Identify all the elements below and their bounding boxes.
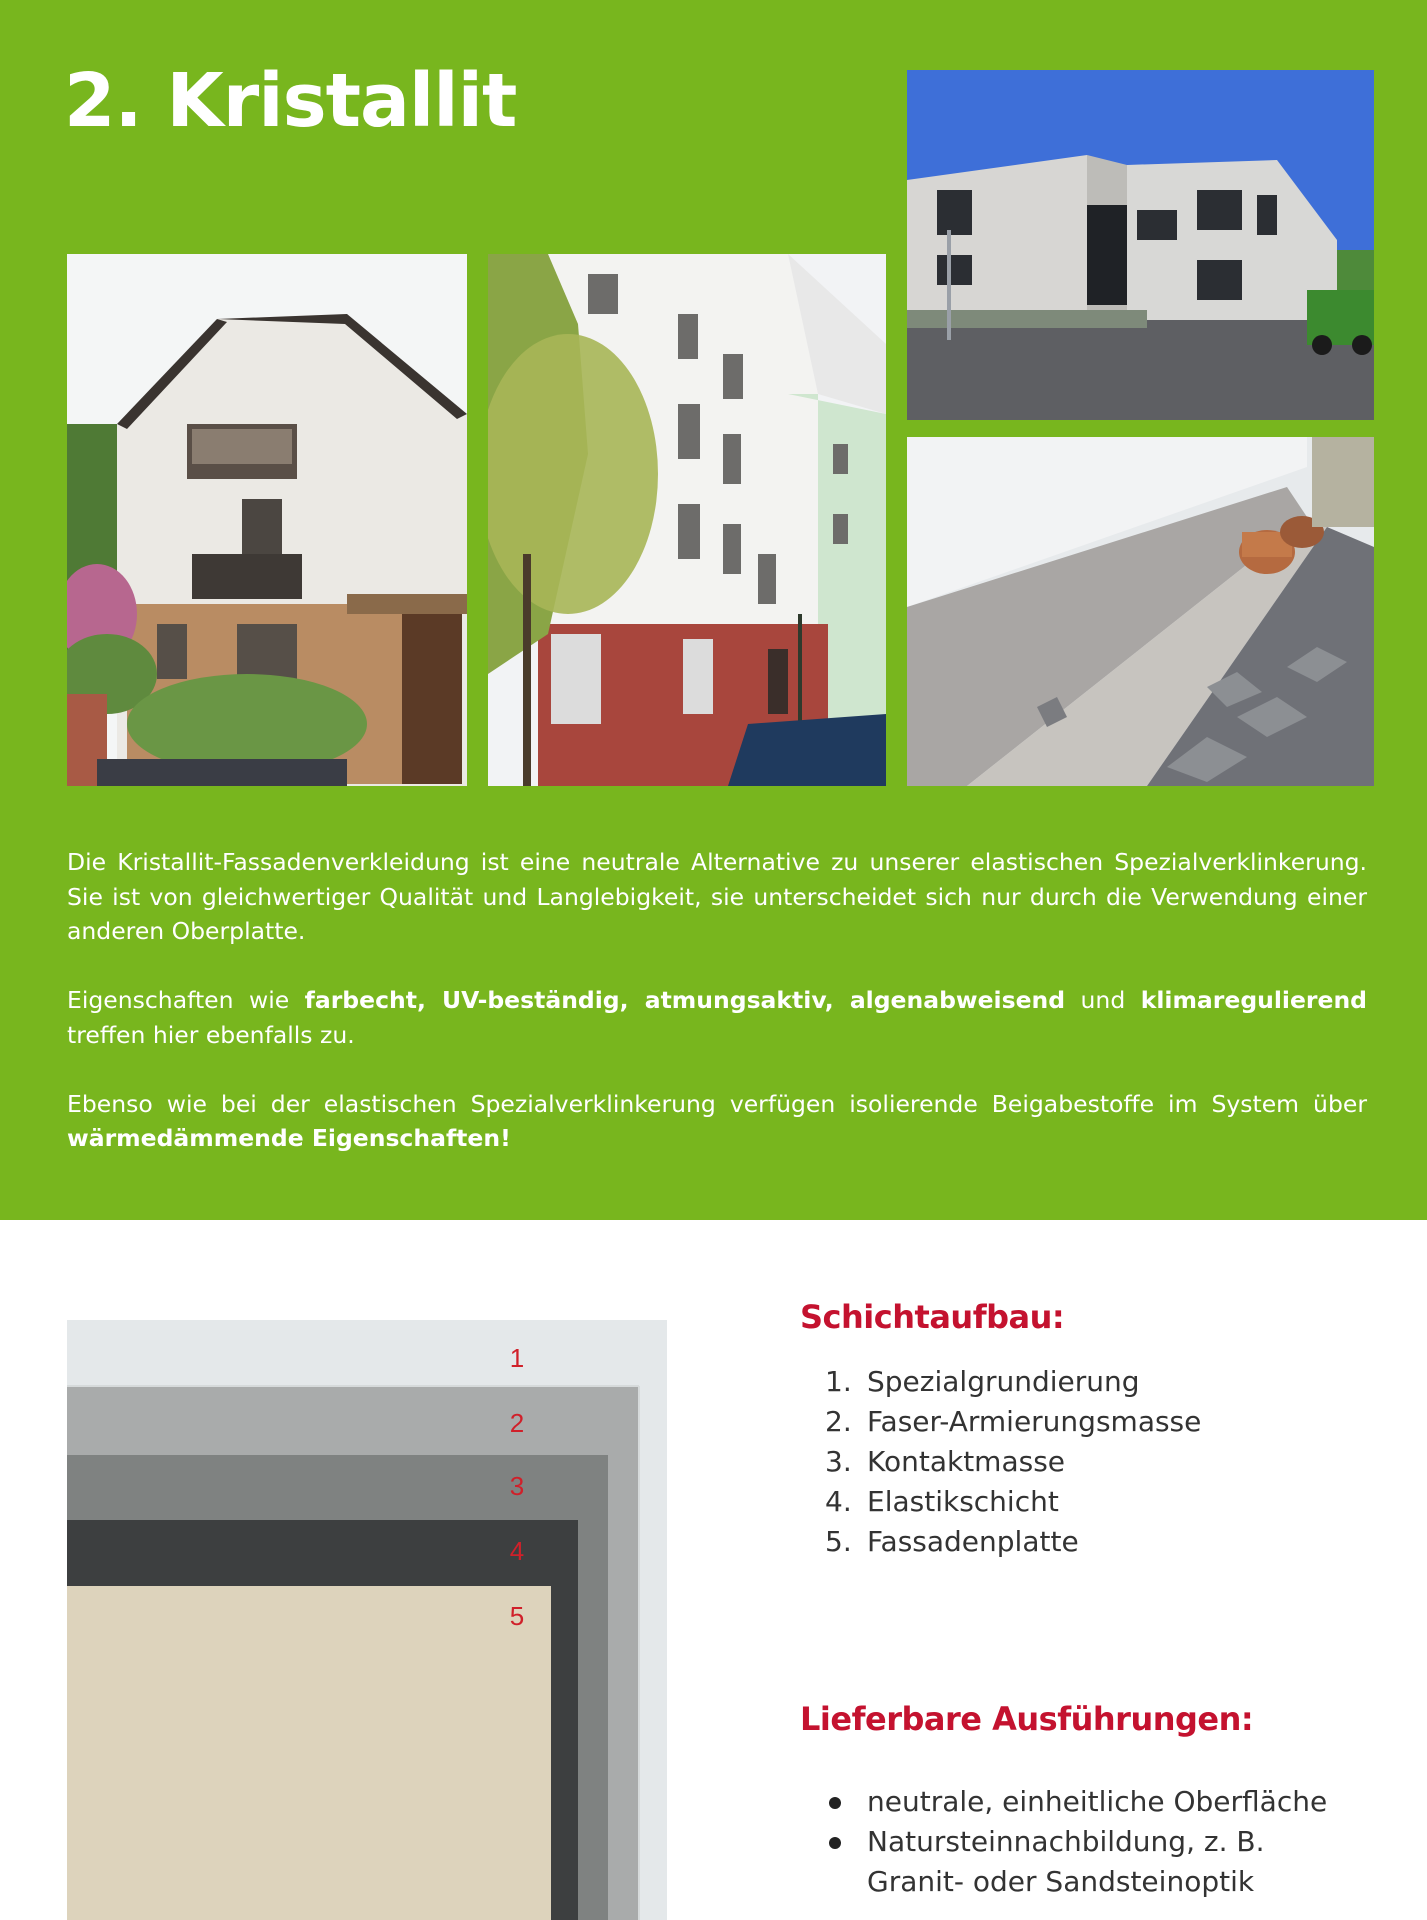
intro-paragraph-2	[67, 983, 1367, 1052]
layer-label-5: 5	[509, 1601, 525, 1631]
list-marker: 4.	[825, 1485, 852, 1518]
intro-p3-start: Ebenso wie bei der elastischen Spezialverklinkerung verfügen isolierende Beigabestoffe im System über	[67, 1089, 1367, 1118]
list-item	[825, 1822, 1365, 1902]
layer-label-3: 3	[509, 1471, 525, 1501]
list-marker: 2.	[825, 1405, 852, 1438]
list-item	[825, 1362, 1201, 1402]
list-item	[825, 1522, 1201, 1562]
list-item	[825, 1482, 1201, 1522]
list-item-label: Faser-Armierungsmasse	[867, 1405, 1202, 1438]
layer-diagram-graphic	[67, 1320, 667, 1920]
house-photo-icon	[67, 254, 467, 786]
list-marker: 3.	[825, 1445, 852, 1478]
wall-photo-icon	[907, 437, 1374, 786]
intro-p2-bold-properties: farbecht, UV-beständig, atmungsaktiv, algenabweisend	[304, 986, 1066, 1014]
list-item-label: Elastikschicht	[867, 1485, 1059, 1518]
list-item	[825, 1442, 1201, 1482]
building-photo-icon	[488, 254, 886, 786]
list-item-label: Kontaktmasse	[867, 1445, 1066, 1478]
layer-label-4: 4	[509, 1536, 525, 1566]
office-photo-icon	[907, 70, 1374, 420]
intro-paragraph-3	[67, 1087, 1367, 1156]
list-item-label: neutrale, einheitliche Oberfläche	[867, 1785, 1328, 1818]
photo-plinth-detail	[907, 437, 1374, 786]
intro-p2-bold-climate: klimaregulierend	[1140, 986, 1367, 1014]
list-marker: 1.	[825, 1365, 852, 1398]
intro-p2-start: Eigenschaften wie	[67, 986, 305, 1014]
ausfuehrungen-list	[825, 1782, 1365, 1902]
list-item-label: Fassadenplatte	[867, 1525, 1079, 1558]
schichtaufbau-list	[825, 1362, 1201, 1562]
list-item	[825, 1782, 1365, 1822]
intro-text	[67, 845, 1367, 1190]
photo-apartment-building	[488, 254, 886, 786]
intro-p2-end: treffen hier ebenfalls zu.	[67, 1020, 355, 1049]
list-item-label: Spezialgrundierung	[867, 1365, 1140, 1398]
list-item-label: Natursteinnachbildung, z. B. Granit- oder Sandsteinoptik	[867, 1825, 1265, 1898]
intro-p3-bold: wärmedämmende Eigenschaften!	[67, 1124, 511, 1152]
list-item	[825, 1402, 1201, 1442]
bullet-icon	[829, 1797, 841, 1809]
layer-5	[67, 1586, 551, 1920]
layer-label-2: 2	[509, 1408, 525, 1438]
ausfuehrungen-heading: Lieferbare Ausführungen:	[800, 1700, 1254, 1738]
layer-label-1: 1	[509, 1343, 525, 1373]
page-title: 2. Kristallit	[64, 58, 517, 144]
intro-p2-mid: und	[1065, 986, 1141, 1014]
bullet-icon	[829, 1837, 841, 1849]
schichtaufbau-heading: Schichtaufbau:	[800, 1298, 1065, 1336]
photo-office-building	[907, 70, 1374, 420]
photo-house-gable	[67, 254, 467, 786]
list-marker: 5.	[825, 1525, 852, 1558]
intro-paragraph-1: Die Kristallit-Fassadenverkleidung ist eine neutrale Alternative zu unserer elastischen Spezialverklinkerung. Sie ist von gleichwertiger Qualität und Langlebigkeit, sie unterscheidet sich nur durch die Verwendung einer anderen Oberplatte.	[67, 848, 1367, 945]
layer-diagram	[67, 1320, 667, 1920]
